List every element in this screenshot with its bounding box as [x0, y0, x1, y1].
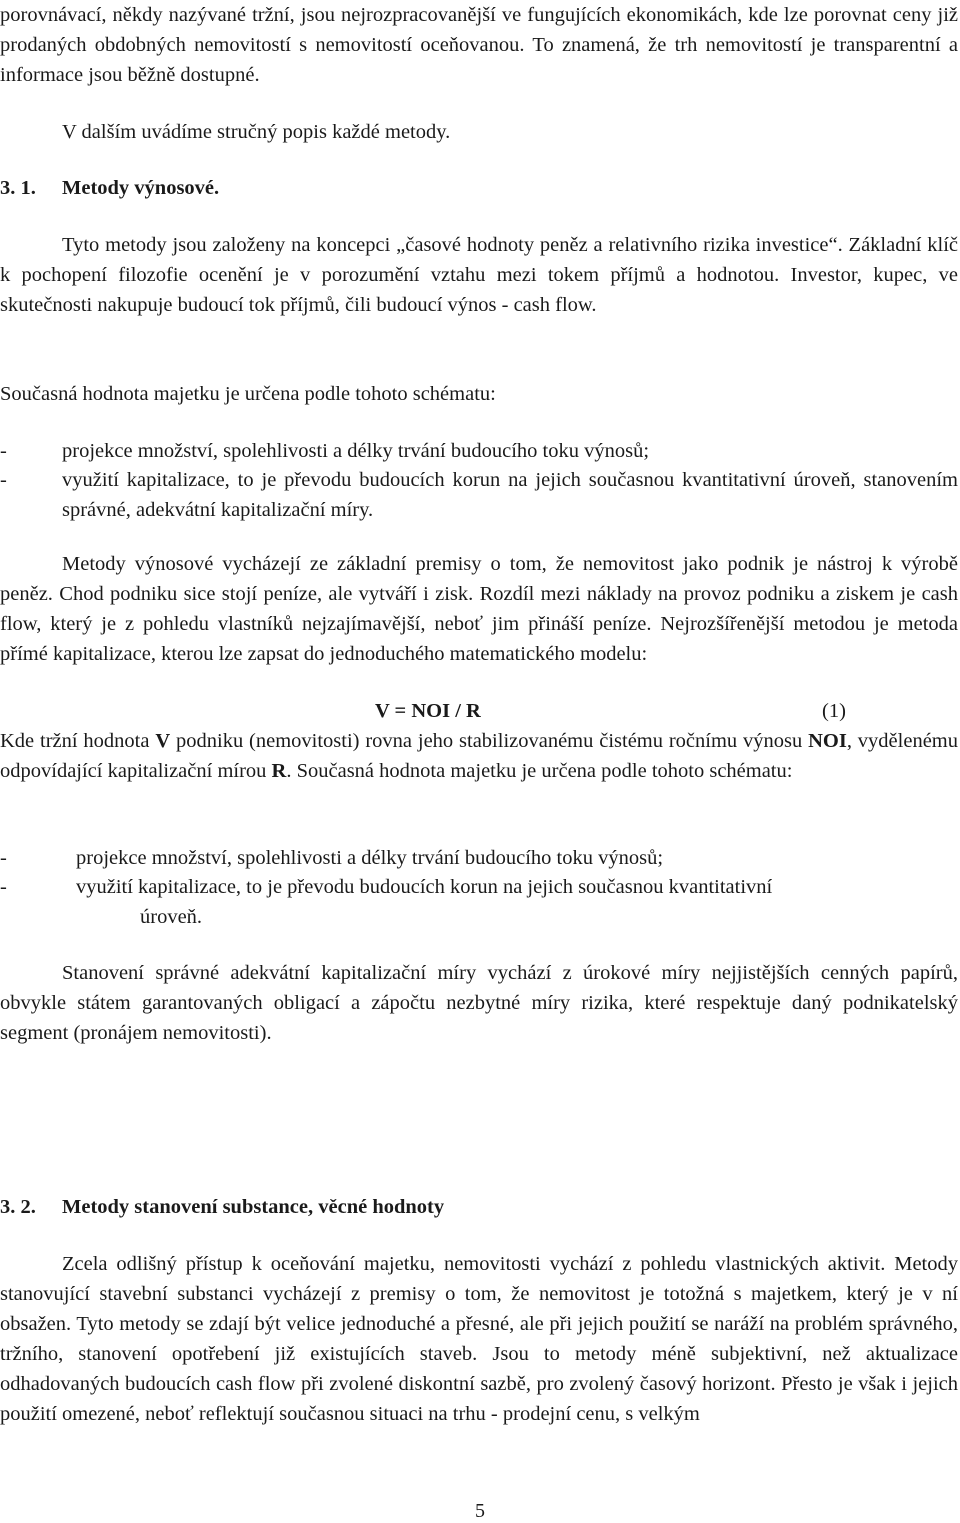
section-title: Metody výnosové. — [62, 177, 220, 199]
list-item-text: využití kapitalizace, to je převodu budoucích korun na jejich současnou kvantitativní úroveň, stanovením správné, adekvátní kapitalizační míry. — [62, 469, 958, 521]
list-item — [0, 436, 958, 466]
list-item — [0, 872, 958, 932]
list-item — [0, 843, 958, 873]
paragraph-overview: V dalším uvádíme stručný popis každé metody. — [62, 121, 451, 143]
list-item — [0, 465, 958, 525]
text-run: . Současná hodnota majetku je určena podle tohoto schématu: — [286, 760, 793, 782]
list-dash: - — [0, 469, 7, 491]
text-run: podniku (nemovitosti) rovna jeho stabilizovanému čistému ročnímu výnosu — [170, 730, 809, 752]
formula-row — [0, 696, 958, 726]
text-run: , vydělenému odpovídající kapitalizační mírou — [0, 730, 958, 782]
list-dash: - — [0, 847, 7, 869]
formula-number: (1) — [822, 700, 846, 722]
symbol-r: R — [271, 760, 287, 782]
list-dash: - — [0, 876, 7, 898]
list-item-continuation: úroveň. — [140, 906, 203, 928]
list-item-text: projekce množství, spolehlivosti a délky trvání budoucího toku výnosů; — [62, 440, 650, 462]
section-heading-3-1 — [0, 173, 219, 203]
list-dash: - — [0, 440, 7, 462]
section-number: 3. 2. — [0, 1196, 36, 1218]
section-title: Metody stanovení substance, věcné hodnoty — [62, 1196, 445, 1218]
paragraph-income-methods: Tyto metody jsou založeny na koncepci „časové hodnoty peněz a relativního rizika investice“. Základní klíč k pochopení filozofie ocenění je v porozumění vztahu mezi tokem příjmů a hodnotou. Investor, kupec, ve skutečnosti nakupuje budoucí tok příjmů, čili budoucí výnos - cash flow. — [0, 234, 958, 316]
paragraph-intro: porovnávací, někdy nazývané tržní, jsou nejrozpracovanější ve fungujících ekonomikách, kde lze porovnat ceny již prodaných obdobných nemovitostí s nemovitostí oceňovanou. To znamená, že trh nemovitostí je transparentní a informace jsou běžně dostupné. — [0, 4, 958, 86]
symbol-v: V — [155, 730, 171, 752]
paragraph-substance-methods: Zcela odlišný přístup k oceňování majetku, nemovitosti vychází z pohledu vlastnických aktivit. Metody stanovující stavební substanci vycházejí z premisy o tom, že nemovitost je totožná s majetkem, který je v ní obsažen. Tyto metody se zdají být velice jednoduché a přesné, ale při jejich použití se naráží na problém správného, tržního, stanovení opotřebení již existujících staveb. Jsou to metody méně subjektivní, než aktualizace odhadovaných budoucích cash flow při zvolené diskontní sazbě, pro zvolený časový horizont. Přesto je však i jejich použití omezené, neboť reflektují současnou situaci na trhu - prodejní cenu, s velkým — [0, 1253, 958, 1425]
list-item-text: projekce množství, spolehlivosti a délky trvání budoucího toku výnosů; — [76, 847, 664, 869]
text-run: Kde tržní hodnota — [0, 730, 156, 752]
list-item-text: využití kapitalizace, to je převodu budoucích korun na jejich současnou kvantitativní — [76, 876, 773, 898]
page-number: 5 — [475, 1500, 485, 1522]
section-heading-3-2 — [0, 1192, 444, 1222]
paragraph-schema-intro: Současná hodnota majetku je určena podle tohoto schématu: — [0, 383, 496, 405]
formula-expression: V = NOI / R — [375, 700, 481, 722]
symbol-noi: NOI — [808, 730, 847, 752]
section-number: 3. 1. — [0, 177, 36, 199]
paragraph-formula-explanation — [0, 726, 958, 786]
paragraph-cap-rate: Stanovení správné adekvátní kapitalizační míry vychází z úrokové míry nejjistějších cenných papírů, obvykle státem garantovaných obligací a zápočtu nezbytné míry rizika, které respektuje daný podnikatelský segment (pronájem nemovitosti). — [0, 962, 958, 1044]
paragraph-income-premise: Metody výnosové vycházejí ze základní premisy o tom, že nemovitost jako podnik je nástroj k výrobě peněz. Chod podniku sice stojí peníze, ale vytváří i zisk. Rozdíl mezi náklady na provoz podniku a ziskem je cash flow, který je z pohledu vlastníků nejzajímavější, neboť jim přináší peníze. Nejrozšířenější metodou je metoda přímé kapitalizace, kterou lze zapsat do jednoduchého matematického modelu: — [0, 553, 958, 665]
